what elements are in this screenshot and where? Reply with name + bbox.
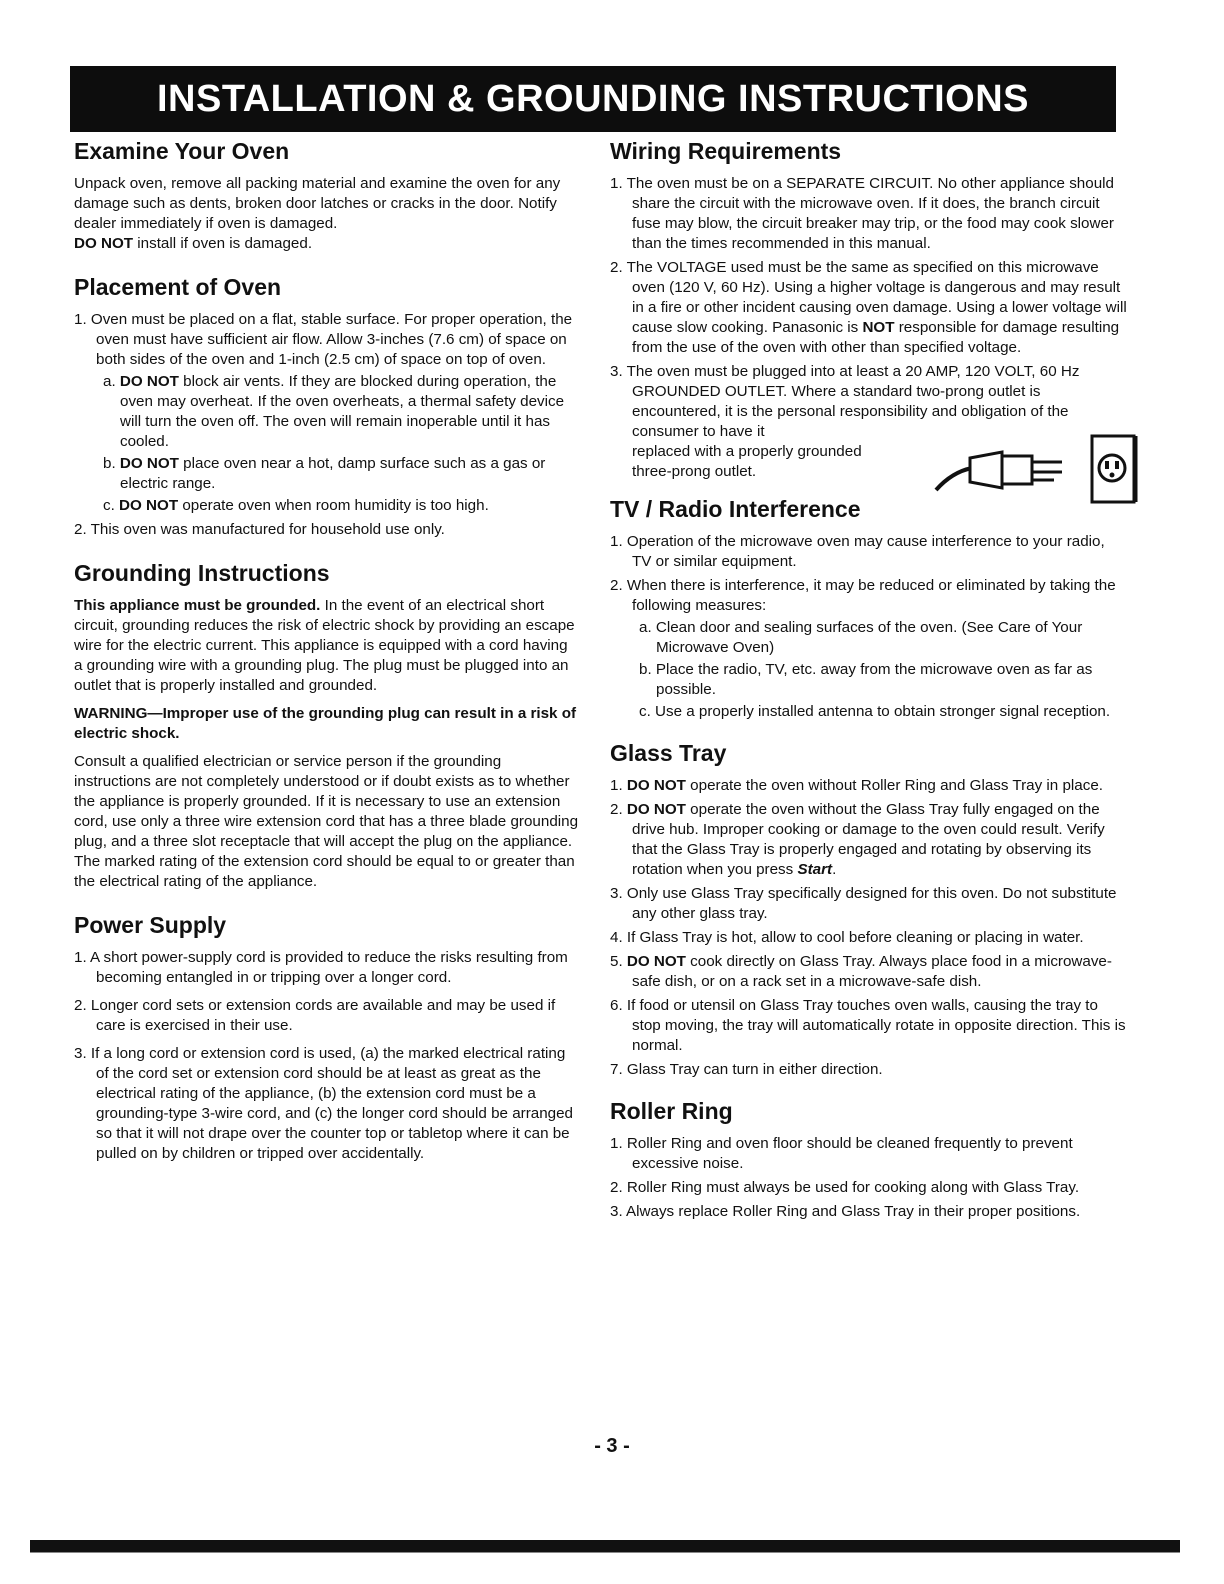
left-column <box>74 138 580 1178</box>
glass-item-2-end: . <box>832 861 837 878</box>
placement-item-2: 2. This oven was manufactured for household use only. <box>74 521 445 538</box>
heading-examine: Examine Your Oven <box>74 138 290 164</box>
glass-item-1 <box>610 776 1128 796</box>
footer-scan-bar <box>30 1540 1180 1558</box>
sub-b-text: place oven near a hot, damp surface such as a gas or electric range. <box>120 455 546 492</box>
glass-item-1-bold: DO NOT <box>626 777 686 794</box>
heading-placement: Placement of Oven <box>74 274 282 300</box>
glass-item-5-text: cook directly on Glass Tray. Always place food in a microwave-safe dish, or on a rack set in a microwave-safe dish. <box>632 953 1112 990</box>
right-column <box>610 138 1128 1236</box>
glass-item-2-text: operate the oven without the Glass Tray fully engaged on the drive hub. Improper cooking or damage to the oven could result. Verify that the Glass Tray is properly engaged and rotating by observing its rotation when you press <box>632 801 1105 878</box>
grounding-lead-text: In the event of an electrical short circuit, grounding reduces the risk of electric shock by providing an escape wire for the electric current. This appliance is equipped with a cord having a grounding wire with a grounding plug. The plug must be plugged into an outlet that is properly installed and grounded. <box>74 597 575 694</box>
page-title-banner <box>70 66 1116 132</box>
roller-item-2: 2. Roller Ring must always be used for cooking along with Glass Tray. <box>610 1179 1080 1196</box>
sub-c-bold: DO NOT <box>119 497 179 514</box>
tv-item-2 <box>610 576 1128 722</box>
tv-sublist <box>632 618 1128 722</box>
examine-warn-bold: DO NOT <box>74 235 134 252</box>
section-roller <box>610 1098 1128 1222</box>
power-item-2: 2. Longer cord sets or extension cords are available and may be used if care is exercised in their use. <box>74 997 556 1034</box>
wiring-item-3-text-a: 3. The oven must be plugged into at least a 20 AMP, 120 VOLT, 60 Hz GROUNDED OUTLET. Where a standard two-prong outlet is encountered, it is the personal responsibility and obligation of the consumer to have it <box>610 363 1080 440</box>
glass-item-1-num: 1. <box>610 777 627 794</box>
heading-glass: Glass Tray <box>610 740 727 766</box>
glass-item-5-num: 5. <box>610 953 627 970</box>
start-button-label: Start <box>797 861 833 878</box>
wiring-list <box>610 174 1128 482</box>
section-power <box>74 912 580 1164</box>
grounding-consult: Consult a qualified electrician or service person if the grounding instructions are not completely understood or if doubt exists as to whether the appliance is properly grounded. If it is necessary to use an extension cord, use only a three wire extension cord that has a three blade grounding plug, and a three slot receptacle that will accept the plug on the appliance. The marked rating of the extension cord should be equal to or greater than the electrical rating of the appliance. <box>74 753 579 890</box>
page-title: INSTALLATION & GROUNDING INSTRUCTIONS <box>156 77 1030 120</box>
tv-sub-b: b. Place the radio, TV, etc. away from the microwave oven as far as possible. <box>639 661 1093 698</box>
grounding-warning: WARNING—Improper use of the grounding plug can result in a risk of electric shock. <box>74 705 577 742</box>
sub-a-label: a. <box>103 373 120 390</box>
sub-a-bold: DO NOT <box>119 373 179 390</box>
examine-body <box>74 174 580 254</box>
grounding-lead <box>74 596 580 696</box>
roller-item-1: 1. Roller Ring and oven floor should be cleaned frequently to prevent excessive noise. <box>610 1135 1073 1172</box>
heading-wiring: Wiring Requirements <box>610 138 842 164</box>
wiring-item-2 <box>610 258 1128 358</box>
section-glass <box>610 740 1128 1080</box>
heading-tv: TV / Radio Interference <box>610 496 861 522</box>
grounded-plug-icon <box>932 432 1142 512</box>
tv-list <box>610 532 1128 722</box>
glass-item-2-bold: DO NOT <box>626 801 686 818</box>
wiring-item-2-bold: NOT <box>862 319 895 336</box>
roller-list <box>610 1134 1128 1222</box>
glass-item-7: 7. Glass Tray can turn in either direction. <box>610 1061 883 1078</box>
sub-c-label: c. <box>103 497 120 514</box>
examine-text: Unpack oven, remove all packing material and examine the oven for any damage such as dents, broken door latches or cracks in the door. Notify dealer immediately if oven is damaged. <box>74 175 561 232</box>
glass-item-2 <box>610 800 1128 880</box>
section-grounding <box>74 560 580 892</box>
placement-list <box>74 310 580 540</box>
plug-row <box>632 442 1128 482</box>
glass-item-6: 6. If food or utensil on Glass Tray touches oven walls, causing the tray to stop moving, the tray will automatically rotate in opposite direction. This is normal. <box>610 997 1126 1054</box>
sub-c-text: operate oven when room humidity is too high. <box>178 497 489 514</box>
sub-b-bold: DO NOT <box>119 455 179 472</box>
wiring-item-1: 1. The oven must be on a SEPARATE CIRCUIT. No other appliance should share the circuit with the microwave oven. If it does, the branch circuit fuse may blow, the circuit breaker may trip, or the food may cook slower than the times recommended in this manual. <box>610 175 1114 252</box>
glass-item-5-bold: DO NOT <box>626 953 686 970</box>
tv-item-1: 1. Operation of the microwave oven may cause interference to your radio, TV or similar equipment. <box>610 533 1105 570</box>
power-item-1: 1. A short power-supply cord is provided to reduce the risks resulting from becoming entangled in or tripping over a longer cord. <box>74 949 568 986</box>
grounding-lead-bold: This appliance must be grounded. <box>74 597 321 614</box>
glass-list <box>610 776 1128 1080</box>
wiring-item-2-text-a: 2. The VOLTAGE used must be the same as specified on this microwave oven (120 V, 60 Hz). Using a higher voltage is dangerous and may result in a fire or other incident causing oven damage. Using a lower voltage will cause slow cooking. Panasonic is <box>610 259 1127 336</box>
sub-a-text: block air vents. If they are blocked during operation, the oven may overheat. If the oven overheats, a thermal safety device will turn the oven off. The oven will remain inoperable until it has cooled. <box>120 373 565 450</box>
placement-sub-a <box>96 372 580 452</box>
placement-sub-b <box>96 454 580 494</box>
roller-item-3: 3. Always replace Roller Ring and Glass Tray in their proper positions. <box>610 1203 1081 1220</box>
placement-sublist <box>96 372 580 516</box>
wiring-item-3-text-b: replaced with a properly grounded <box>632 443 862 460</box>
tv-sub-c: c. Use a properly installed antenna to obtain stronger signal reception. <box>639 703 1111 720</box>
wiring-item-2-text-b: responsible for damage resulting from the use of the oven with other than specified voltage. <box>632 319 1120 356</box>
tv-item-2-text: 2. When there is interference, it may be reduced or eliminated by taking the following measures: <box>610 577 1116 614</box>
section-tv <box>610 496 1128 722</box>
page-number: - 3 - <box>594 1435 630 1457</box>
heading-grounding: Grounding Instructions <box>74 560 330 586</box>
section-wiring <box>610 138 1128 482</box>
wiring-item-3 <box>610 362 1128 482</box>
tv-sub-a: a. Clean door and sealing surfaces of the oven. (See Care of Your Microwave Oven) <box>639 619 1083 656</box>
wiring-item-3-text-c: three-prong outlet. <box>632 463 757 480</box>
glass-item-1-text: operate the oven without Roller Ring and Glass Tray in place. <box>685 777 1103 794</box>
heading-roller: Roller Ring <box>610 1098 733 1124</box>
glass-item-3: 3. Only use Glass Tray specifically designed for this oven. Do not substitute any other glass tray. <box>610 885 1117 922</box>
section-placement <box>74 274 580 540</box>
heading-power: Power Supply <box>74 912 227 938</box>
glass-item-5 <box>610 952 1128 992</box>
placement-item-1-text: 1. Oven must be placed on a flat, stable surface. For proper operation, the oven must have sufficient air flow. Allow 3-inches (7.6 cm) of space on both sides of the oven and 1-inch (2.5 cm) of space on top of oven. <box>74 311 573 368</box>
placement-sub-c <box>96 496 580 516</box>
placement-item-1 <box>74 310 580 516</box>
glass-item-4: 4. If Glass Tray is hot, allow to cool before cleaning or placing in water. <box>610 929 1084 946</box>
examine-warn-rest: install if oven is damaged. <box>133 235 313 252</box>
power-item-3: 3. If a long cord or extension cord is used, (a) the marked electrical rating of the cord set or extension cord should be at least as great as the electrical rating of the appliance, (b) the extension cord must be a grounding-type 3-wire cord, and (c) the longer cord should be arranged so that it will not drape over the counter top or tabletop where it can be pulled on by children or tripped over accidentally. <box>74 1045 573 1162</box>
section-examine <box>74 138 580 254</box>
power-list <box>74 948 580 1164</box>
glass-item-2-num: 2. <box>610 801 627 818</box>
sub-b-label: b. <box>103 455 120 472</box>
